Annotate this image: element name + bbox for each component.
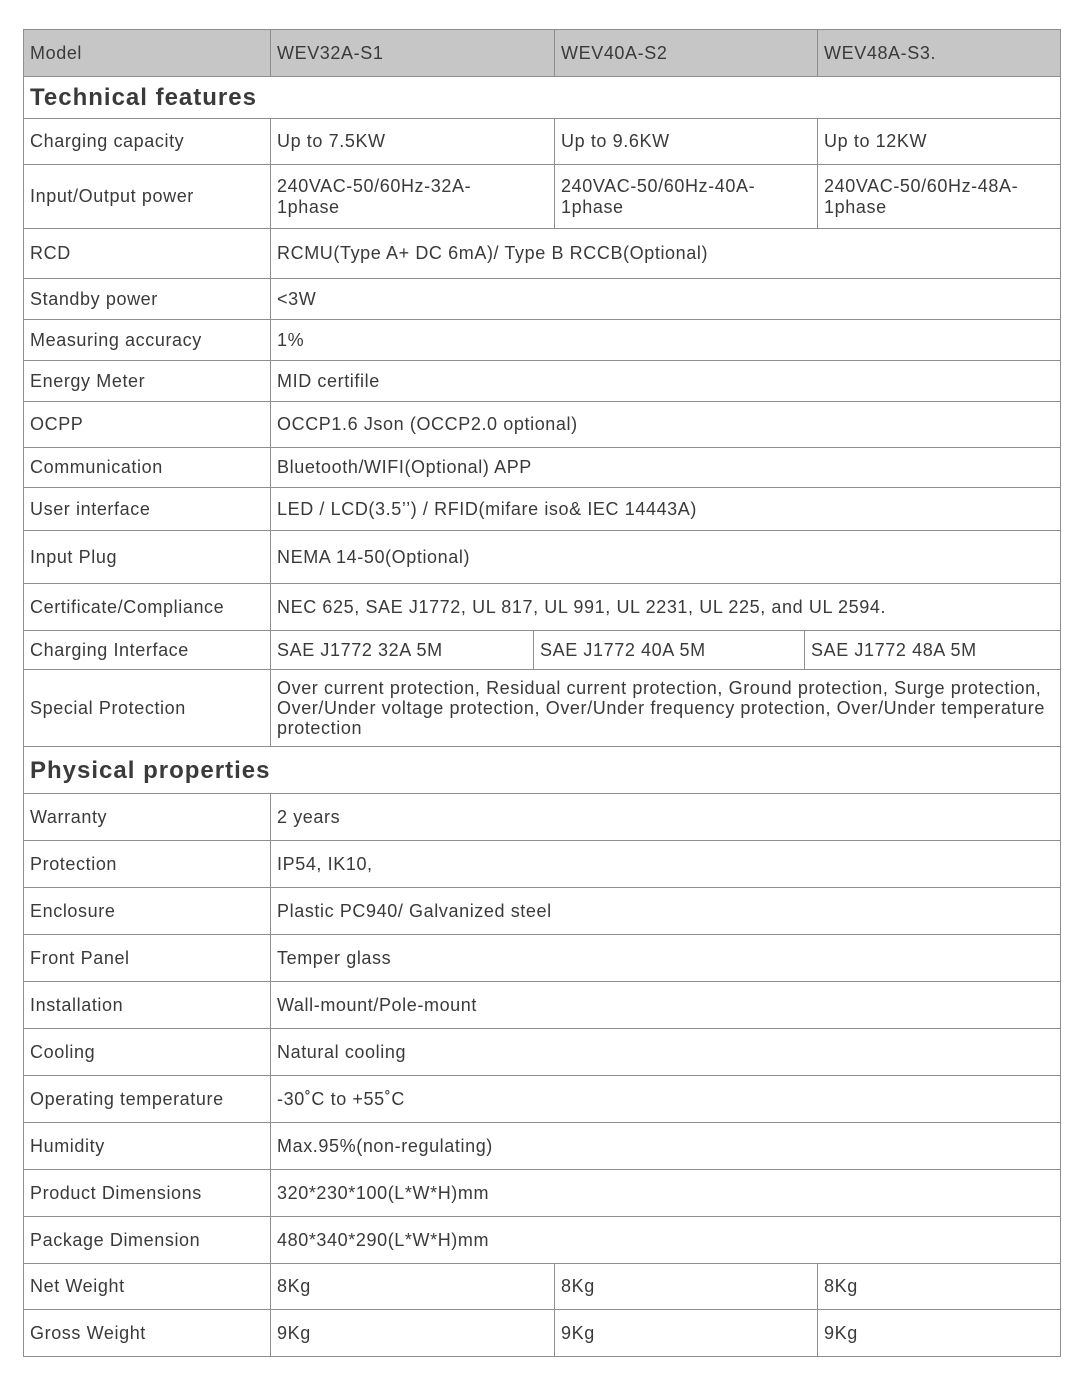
row-label: Charging capacity — [24, 119, 271, 165]
row-value: Wall-mount/Pole-mount — [271, 982, 1061, 1029]
row-value: NEMA 14-50(Optional) — [271, 531, 1061, 584]
row-label: Humidity — [24, 1123, 271, 1170]
row-value: SAE J1772 40A 5M — [534, 631, 805, 670]
table-row — [24, 229, 1061, 279]
table-row — [24, 670, 1061, 747]
row-label: Charging Interface — [24, 631, 271, 670]
row-label: Product Dimensions — [24, 1170, 271, 1217]
row-label: Cooling — [24, 1029, 271, 1076]
row-value: LED / LCD(3.5’’) / RFID(mifare iso& IEC 14443A) — [271, 488, 1061, 531]
table-row — [24, 1170, 1061, 1217]
row-value: Natural cooling — [271, 1029, 1061, 1076]
row-label: Front Panel — [24, 935, 271, 982]
row-value: MID certifile — [271, 361, 1061, 402]
row-label: Operating temperature — [24, 1076, 271, 1123]
table-row — [24, 531, 1061, 584]
table-row — [24, 1310, 1061, 1357]
spec-table — [23, 29, 1061, 1357]
row-value: NEC 625, SAE J1772, UL 817, UL 991, UL 2231, UL 225, and UL 2594. — [271, 584, 1061, 631]
table-row — [24, 1264, 1061, 1310]
row-value: SAE J1772 32A 5M — [271, 631, 534, 670]
table-header-row — [24, 30, 1061, 77]
row-value: 8Kg — [271, 1264, 555, 1310]
table-row — [24, 448, 1061, 488]
row-value: Over current protection, Residual current protection, Ground protection, Surge protection, Over/Under voltage protection, Over/Under frequency protection, Over/Under temperature protection — [271, 670, 1061, 747]
table-row — [24, 279, 1061, 320]
row-value: 2 years — [271, 794, 1061, 841]
row-label: Gross Weight — [24, 1310, 271, 1357]
table-row — [24, 1123, 1061, 1170]
table-row — [24, 320, 1061, 361]
model-wev48a-s3: WEV48A-S3. — [818, 30, 1061, 77]
row-value: 9Kg — [271, 1310, 555, 1357]
model-wev40a-s2: WEV40A-S2 — [555, 30, 818, 77]
table-row — [24, 1217, 1061, 1264]
row-value: -30˚C to +55˚C — [271, 1076, 1061, 1123]
table-row — [24, 794, 1061, 841]
row-value: SAE J1772 48A 5M — [805, 631, 1061, 670]
row-label: Certificate/Compliance — [24, 584, 271, 631]
row-value: 8Kg — [555, 1264, 818, 1310]
row-value: Temper glass — [271, 935, 1061, 982]
row-label: Installation — [24, 982, 271, 1029]
row-value: 320*230*100(L*W*H)mm — [271, 1170, 1061, 1217]
row-value: Plastic PC940/ Galvanized steel — [271, 888, 1061, 935]
table-row — [24, 402, 1061, 448]
table-row — [24, 488, 1061, 531]
row-label: User interface — [24, 488, 271, 531]
row-value: Max.95%(non-regulating) — [271, 1123, 1061, 1170]
row-label: Energy Meter — [24, 361, 271, 402]
table-row — [24, 935, 1061, 982]
section-heading-row — [24, 77, 1061, 119]
row-value: RCMU(Type A+ DC 6mA)/ Type B RCCB(Optional) — [271, 229, 1061, 279]
table-row — [24, 1029, 1061, 1076]
row-value: Up to 9.6KW — [555, 119, 818, 165]
row-value: Bluetooth/WIFI(Optional) APP — [271, 448, 1061, 488]
row-value: OCCP1.6 Json (OCCP2.0 optional) — [271, 402, 1061, 448]
section-technical-features: Technical features — [24, 77, 1061, 119]
row-value: 240VAC-50/60Hz-40A-1phase — [555, 165, 818, 229]
row-label: RCD — [24, 229, 271, 279]
row-label: Special Protection — [24, 670, 271, 747]
row-label: Standby power — [24, 279, 271, 320]
row-value: 1% — [271, 320, 1061, 361]
row-value: IP54, IK10, — [271, 841, 1061, 888]
row-value: 480*340*290(L*W*H)mm — [271, 1217, 1061, 1264]
table-row — [24, 982, 1061, 1029]
row-value: Up to 12KW — [818, 119, 1061, 165]
section-physical-properties: Physical properties — [24, 747, 1061, 794]
table-row — [24, 165, 1061, 229]
row-label: Enclosure — [24, 888, 271, 935]
row-label: Input Plug — [24, 531, 271, 584]
model-wev32a-s1: WEV32A-S1 — [271, 30, 555, 77]
row-value: Up to 7.5KW — [271, 119, 555, 165]
table-row — [24, 119, 1061, 165]
table-row — [24, 841, 1061, 888]
table-row — [24, 584, 1061, 631]
row-value: 9Kg — [555, 1310, 818, 1357]
row-label: Package Dimension — [24, 1217, 271, 1264]
row-label: OCPP — [24, 402, 271, 448]
row-label: Net Weight — [24, 1264, 271, 1310]
table-row — [24, 1076, 1061, 1123]
row-value: 240VAC-50/60Hz-48A-1phase — [818, 165, 1061, 229]
table-row — [24, 631, 1061, 670]
row-label: Measuring accuracy — [24, 320, 271, 361]
model-label: Model — [24, 30, 271, 77]
row-label: Warranty — [24, 794, 271, 841]
section-heading-row — [24, 747, 1061, 794]
row-value: 9Kg — [818, 1310, 1061, 1357]
row-label: Communication — [24, 448, 271, 488]
row-value: 8Kg — [818, 1264, 1061, 1310]
row-label: Input/Output power — [24, 165, 271, 229]
row-value: 240VAC-50/60Hz-32A-1phase — [271, 165, 555, 229]
table-row — [24, 361, 1061, 402]
row-label: Protection — [24, 841, 271, 888]
row-value: <3W — [271, 279, 1061, 320]
table-row — [24, 888, 1061, 935]
